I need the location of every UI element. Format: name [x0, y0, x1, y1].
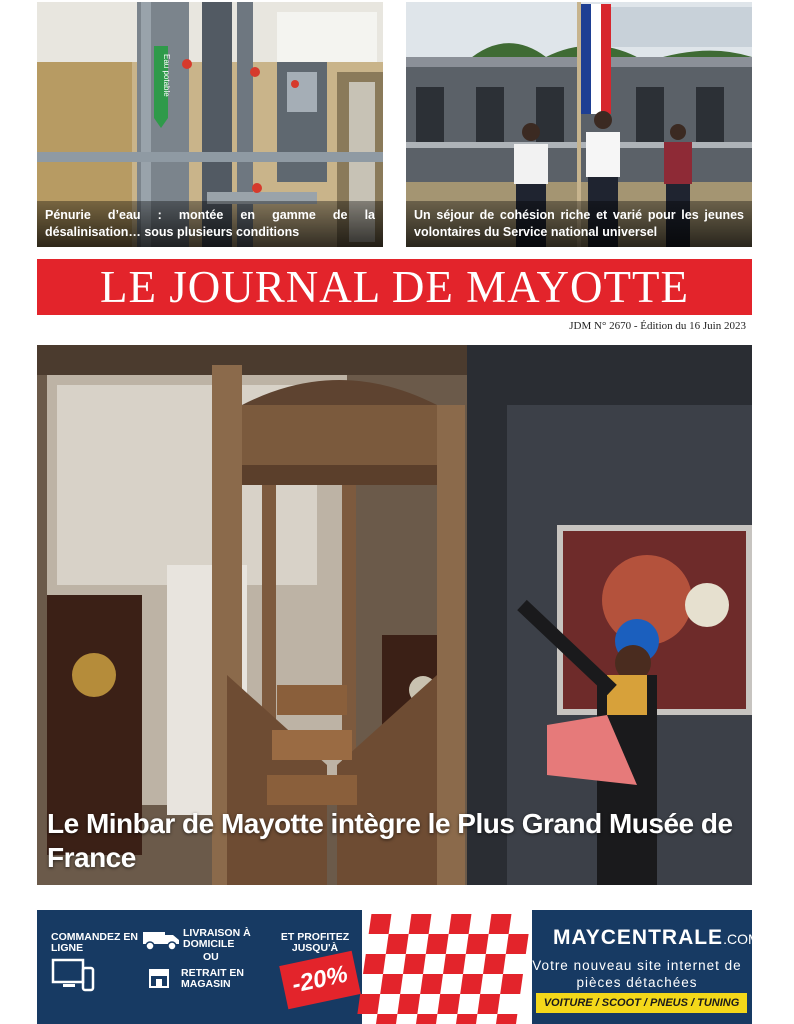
delivery-truck-icon	[141, 928, 181, 952]
newspaper-masthead: LE JOURNAL DE MAYOTTE	[37, 259, 752, 315]
hero-headline: Le Minbar de Mayotte intègre le Plus Grand Musée de France	[47, 808, 733, 873]
brand-name: MAYCENTRALE	[553, 926, 724, 949]
edition-info: JDM N° 2670 - Édition du 16 Juin 2023	[569, 320, 746, 332]
store-icon	[147, 966, 171, 990]
store-pickup-label: RETRAIT EN MAGASIN	[181, 967, 244, 990]
teaser-snu[interactable]	[406, 2, 752, 247]
home-delivery-label: LIVRAISON À DOMICILE	[183, 927, 251, 950]
maycentrale-ad-banner[interactable]	[37, 910, 760, 1024]
profit-label: ET PROFITEZ JUSQU'À	[280, 931, 350, 954]
discount-badge: -20%	[279, 951, 361, 1009]
teaser-desalination[interactable]	[37, 2, 383, 247]
devices-icon	[51, 958, 95, 992]
teaser-snu-caption: Un séjour de cohésion riche et varié pour les jeunes volontaires du Service national universel	[406, 201, 752, 247]
brand-suffix: .COM	[723, 931, 760, 947]
pipe-label: Eau potable	[162, 54, 171, 97]
teaser-desalination-caption: Pénurie d’eau : montée en gamme de la désalinisation… sous plusieurs conditions	[37, 201, 383, 247]
checkered-flag-graphic	[362, 910, 532, 1024]
hero-photo	[37, 345, 752, 885]
ad-categories: VOITURE / SCOOT / PNEUS / TUNING	[536, 993, 747, 1013]
hero-article[interactable]	[37, 345, 752, 885]
or-label: OU	[203, 951, 219, 963]
maycentrale-brand	[553, 926, 760, 950]
order-online-label: COMMANDEZ EN LIGNE	[51, 931, 138, 954]
ad-tagline: Votre nouveau site internet de pièces détachées	[532, 958, 742, 990]
